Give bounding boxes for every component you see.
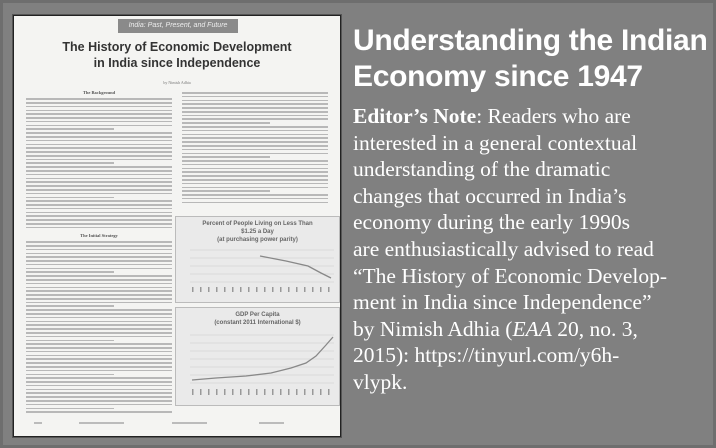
text-line [26, 178, 172, 180]
panel-title-line: Economy since 1947 [353, 60, 643, 93]
text-line [26, 302, 172, 304]
text-line [182, 153, 328, 155]
text-line [26, 125, 172, 127]
text-line [26, 279, 172, 281]
text-line [26, 408, 114, 410]
text-line [26, 374, 114, 376]
text-line [26, 117, 172, 119]
article-link[interactable]: 2015): https://tinyurl.com/y6h- [353, 343, 620, 368]
article-link-cont[interactable]: vlypk. [353, 369, 408, 394]
text-line [26, 328, 172, 330]
text-line [26, 264, 172, 266]
text-line [182, 168, 328, 170]
editors-note-panel [3, 3, 713, 445]
text-line [26, 132, 172, 134]
text-line [26, 189, 172, 191]
text-line [26, 332, 172, 334]
text-line [26, 321, 172, 323]
text-line [182, 175, 328, 177]
text-line [182, 190, 270, 192]
text-line [26, 144, 172, 146]
text-line [182, 149, 328, 151]
journal-abbrev: EAA [512, 316, 552, 341]
text-line [182, 107, 328, 109]
text-line [26, 256, 172, 258]
note-text: by Nimish Adhia ( [353, 316, 513, 341]
editors-note-body [353, 103, 713, 396]
poverty-line [260, 256, 331, 278]
text-line [182, 179, 328, 181]
text-line [26, 223, 172, 225]
page-footer-mark [34, 422, 42, 424]
text-line [26, 351, 172, 353]
text-line [182, 130, 328, 132]
panel-title [353, 23, 713, 95]
article-title-line: The History of Economic Development [62, 40, 292, 54]
text-line [26, 317, 172, 319]
text-line [26, 106, 172, 108]
gdp-chart-thumbnail [175, 307, 340, 406]
text-line [26, 404, 172, 406]
text-line [26, 268, 172, 270]
gdp-chart-plot [176, 327, 339, 401]
text-line [26, 305, 114, 307]
text-line [182, 118, 328, 120]
article-title [14, 39, 340, 71]
text-line [26, 336, 172, 338]
text-line [182, 111, 328, 113]
note-line: changes that occurred in India’s [353, 183, 627, 208]
text-line [182, 160, 328, 162]
text-line [26, 212, 172, 214]
text-line [26, 140, 172, 142]
text-line [26, 260, 172, 262]
article-column-left [26, 90, 172, 228]
note-line [353, 103, 713, 130]
page-footer-mark [259, 422, 284, 424]
text-line [26, 227, 172, 229]
text-line [26, 411, 172, 413]
text-line [182, 122, 270, 124]
text-line [26, 389, 172, 391]
text-line [26, 294, 172, 296]
text-line [26, 381, 172, 383]
note-line [353, 316, 713, 343]
text-line [26, 340, 114, 342]
text-line [182, 171, 328, 173]
text-line [26, 102, 172, 104]
text-line [26, 347, 172, 349]
text-line [182, 137, 328, 139]
article-column-left-lower [26, 233, 172, 413]
text-line [26, 159, 172, 161]
text-line [26, 392, 172, 394]
text-line [182, 96, 328, 98]
text-line [182, 194, 328, 196]
text-line [26, 162, 114, 164]
text-line [26, 309, 172, 311]
text-line [26, 385, 172, 387]
text-line [26, 219, 172, 221]
text-line [182, 202, 328, 204]
text-line [182, 183, 328, 185]
text-line [26, 283, 172, 285]
series-banner: India: Past, Present, and Future [118, 19, 238, 33]
text-line [26, 313, 172, 315]
editors-note [353, 23, 713, 396]
chart-title-line: $1.25 a Day [241, 229, 274, 235]
text-line [26, 166, 172, 168]
text-line [26, 170, 172, 172]
text-line [26, 249, 172, 251]
chart-title-line: GDP Per Capita [235, 312, 280, 318]
text-line [182, 134, 328, 136]
article-title-line: in India since Independence [93, 56, 261, 70]
text-line [26, 271, 114, 273]
text-line [182, 187, 328, 189]
text-line [26, 204, 172, 206]
article-thumbnail [13, 15, 341, 437]
text-line [26, 208, 172, 210]
text-line [26, 343, 172, 345]
note-line: interested in a general contextual [353, 130, 638, 155]
text-line [26, 185, 172, 187]
text-line [26, 298, 172, 300]
page-footer-mark [172, 422, 207, 424]
note-line: are enthusiastically advised to read [353, 236, 654, 261]
article-column-right [182, 92, 328, 203]
text-line [26, 151, 172, 153]
text-line [26, 215, 172, 217]
note-label: Editor’s Note [353, 104, 477, 128]
text-line [26, 174, 172, 176]
note-line: ment in India since Independence” [353, 290, 652, 315]
text-line [26, 181, 172, 183]
text-line [26, 396, 172, 398]
text-line [26, 241, 172, 243]
text-line [26, 324, 172, 326]
text-line [182, 164, 328, 166]
text-line [26, 155, 172, 157]
chart-title [176, 220, 339, 244]
text-line [182, 156, 270, 158]
gdp-line [192, 337, 333, 380]
text-line [26, 147, 172, 149]
poverty-chart-thumbnail [175, 216, 340, 303]
page-footer-mark [79, 422, 124, 424]
note-line: “The History of Economic Develop- [353, 263, 668, 288]
panel-title-line: Understanding the Indian [353, 24, 708, 57]
text-line [182, 100, 328, 102]
text-line [26, 287, 172, 289]
text-line [26, 110, 172, 112]
text-line [26, 370, 172, 372]
text-line [26, 245, 172, 247]
chart-title [176, 311, 339, 327]
text-line [26, 400, 172, 402]
text-line [26, 253, 172, 255]
poverty-chart-plot [176, 244, 339, 296]
text-line [26, 200, 172, 202]
text-line [26, 113, 172, 115]
chart-title-line: Percent of People Living on Less Than [202, 221, 313, 227]
text-line [26, 128, 114, 130]
text-line [182, 92, 328, 94]
note-line: economy during the early 1990s [353, 210, 631, 235]
text-line [26, 355, 172, 357]
text-line [26, 121, 172, 123]
text-line [26, 136, 172, 138]
text-line [26, 366, 172, 368]
text-line [26, 290, 172, 292]
article-byline: by Nimish Adhia [163, 80, 191, 85]
note-line: understanding of the dramatic [353, 157, 611, 182]
text-line [182, 141, 328, 143]
text-line [26, 362, 172, 364]
text-line [26, 98, 172, 100]
note-text: 20, no. 3, [551, 316, 638, 341]
text-line [182, 103, 328, 105]
text-line [182, 126, 328, 128]
text-line [182, 145, 328, 147]
text-line [26, 377, 172, 379]
section-heading: The Initial Strategy [80, 233, 118, 238]
chart-title-line: (constant 2011 International $) [214, 320, 301, 326]
note-text: : Readers who are [476, 104, 631, 128]
text-line [26, 358, 172, 360]
text-line [26, 193, 172, 195]
chart-title-line: (at purchasing power parity) [217, 237, 298, 243]
text-line [26, 197, 114, 199]
text-line [182, 198, 328, 200]
text-line [26, 275, 172, 277]
text-line [182, 115, 328, 117]
section-heading: The Background [82, 90, 116, 95]
